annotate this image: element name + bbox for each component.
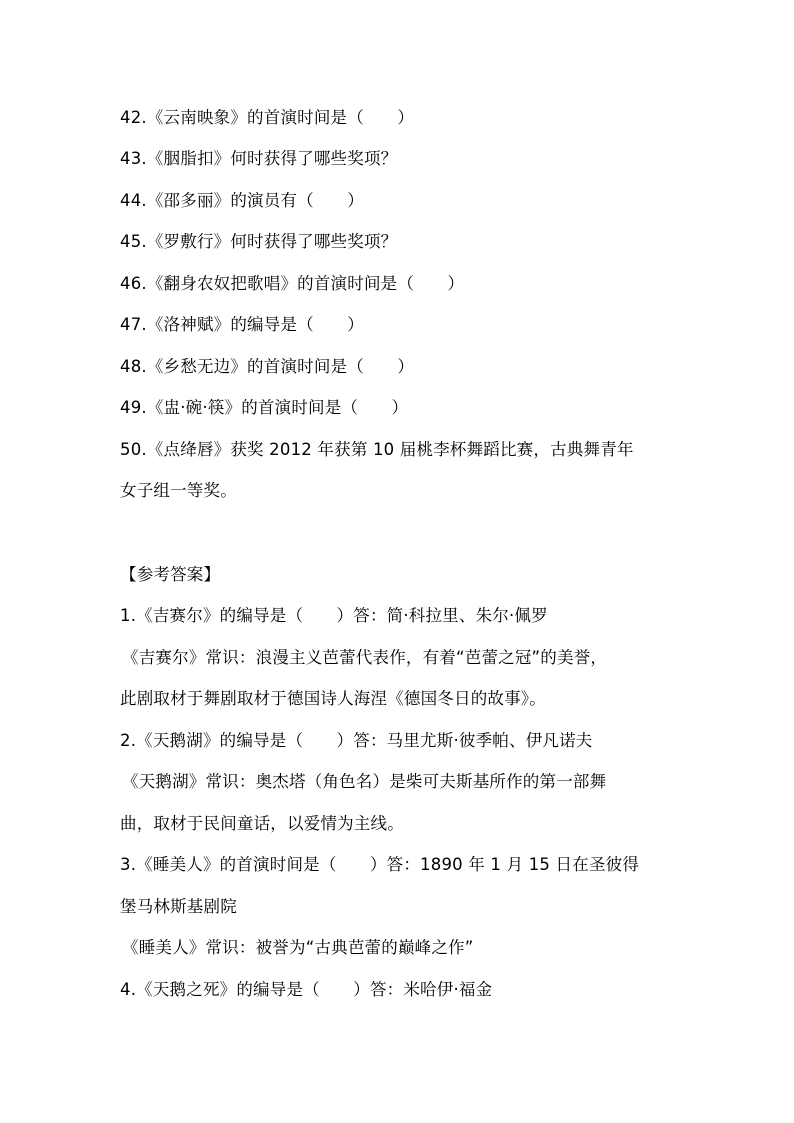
answer-3-note: 《睡美人》常识：被誉为“古典芭蕾的巅峰之作” xyxy=(122,938,474,957)
question-42: 42.《云南映象》的首演时间是（ ） xyxy=(120,108,415,127)
answers-heading: 【参考答案】 xyxy=(120,565,221,584)
answer-2-note-line-2: 曲，取材于民间童话，以爱情为主线。 xyxy=(120,814,404,833)
answer-3-line-1: 3.《睡美人》的首演时间是（ ）答：1890 年 1 月 15 日在圣彼得 xyxy=(120,855,640,874)
question-46: 46.《翻身农奴把歌唱》的首演时间是（ ） xyxy=(120,274,465,293)
question-45: 45.《罗敷行》何时获得了哪些奖项？ xyxy=(120,232,398,251)
answer-1: 1.《吉赛尔》的编导是（ ）答：简·科拉里、朱尔·佩罗 xyxy=(120,606,548,625)
answer-2: 2.《天鹅湖》的编导是（ ）答：马里尤斯·彼季帕、伊凡诺夫 xyxy=(120,731,593,750)
question-44: 44.《邵多丽》的演员有（ ） xyxy=(120,191,364,210)
question-43: 43.《胭脂扣》何时获得了哪些奖项？ xyxy=(120,149,398,168)
question-48: 48.《乡愁无边》的首演时间是（ ） xyxy=(120,357,415,376)
answer-3-line-2: 堡马林斯基剧院 xyxy=(120,897,237,916)
question-49: 49.《盅·碗·筷》的首演时间是（ ） xyxy=(120,398,409,417)
question-47: 47.《洛神赋》的编导是（ ） xyxy=(120,315,364,334)
answer-2-note-line-1: 《天鹅湖》常识：奥杰塔（角色名）是柴可夫斯基所作的第一部舞 xyxy=(122,772,607,791)
answer-1-note-line-2: 此剧取材于舞剧取材于德国诗人海涅《德国冬日的故事》。 xyxy=(120,689,546,708)
answer-4: 4.《天鹅之死》的编导是（ ）答：米哈伊·福金 xyxy=(120,980,493,999)
question-50-line-1: 50.《点绛唇》获奖 2012 年获第 10 届桃李杯舞蹈比赛，古典舞青年 xyxy=(120,440,634,459)
answer-1-note-line-1: 《吉赛尔》常识：浪漫主义芭蕾代表作，有着“芭蕾之冠”的美誉， xyxy=(122,648,608,667)
question-50-line-2: 女子组一等奖。 xyxy=(120,481,237,500)
